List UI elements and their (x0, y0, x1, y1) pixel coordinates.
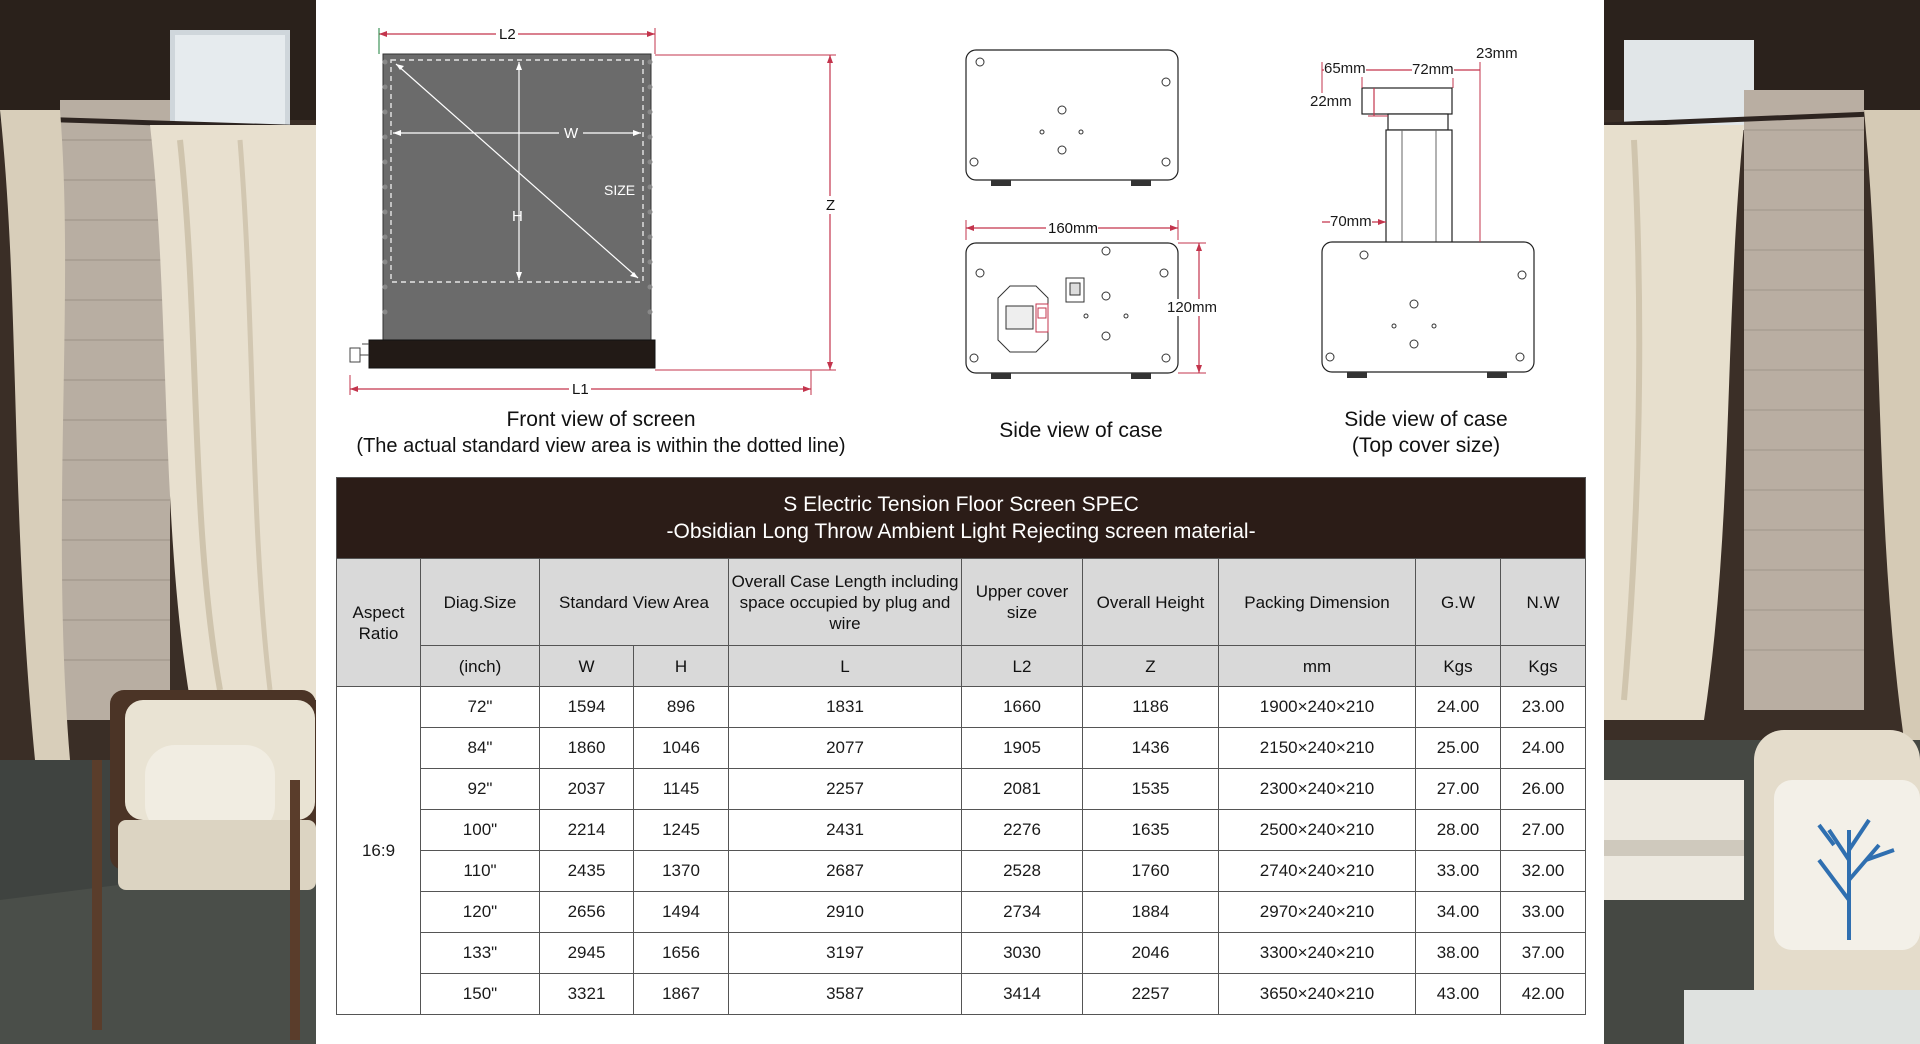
cell-h: 896 (634, 687, 729, 728)
cell-diag: 120" (421, 892, 540, 933)
cell-nw: 23.00 (1501, 687, 1586, 728)
header-gross-weight: G.W (1416, 559, 1501, 646)
cell-diag: 100" (421, 810, 540, 851)
l1-label: L1 (572, 381, 589, 398)
cell-l: 2257 (729, 769, 962, 810)
side-caption-line1: Side view of case (999, 419, 1163, 442)
w-label: W (564, 125, 579, 142)
cell-nw: 32.00 (1501, 851, 1586, 892)
cell-nw: 37.00 (1501, 933, 1586, 974)
cell-z: 1760 (1083, 851, 1219, 892)
dim-23mm-label: 23mm (1476, 45, 1518, 62)
cell-l: 1831 (729, 687, 962, 728)
cell-gw: 27.00 (1416, 769, 1501, 810)
dim-72mm-label: 72mm (1412, 61, 1454, 78)
aspect-ratio-cell: 16:9 (337, 687, 421, 1015)
screen-base-case (369, 340, 655, 368)
unit-l2: L2 (962, 646, 1083, 687)
cell-nw: 33.00 (1501, 892, 1586, 933)
unit-h: H (634, 646, 729, 687)
cell-diag: 110" (421, 851, 540, 892)
header-overall-height: Overall Height (1083, 559, 1219, 646)
cell-packing: 3300×240×210 (1219, 933, 1416, 974)
table-title-line1: S Electric Tension Floor Screen SPEC (783, 493, 1139, 516)
cell-w: 3321 (540, 974, 634, 1015)
dim-22mm-label: 22mm (1310, 93, 1352, 110)
cell-w: 2435 (540, 851, 634, 892)
cell-diag: 72" (421, 687, 540, 728)
cell-l: 2910 (729, 892, 962, 933)
h-label: H (512, 208, 523, 225)
cell-diag: 92" (421, 769, 540, 810)
cell-h: 1867 (634, 974, 729, 1015)
cell-diag: 84" (421, 728, 540, 769)
table-row (337, 851, 1586, 892)
cell-z: 1635 (1083, 810, 1219, 851)
cell-packing: 1900×240×210 (1219, 687, 1416, 728)
dim-70mm-label: 70mm (1330, 213, 1372, 230)
cell-z: 1186 (1083, 687, 1219, 728)
table-row (337, 974, 1586, 1015)
cell-l2: 1905 (962, 728, 1083, 769)
cell-packing: 2500×240×210 (1219, 810, 1416, 851)
cell-nw: 27.00 (1501, 810, 1586, 851)
cell-l: 3587 (729, 974, 962, 1015)
header-overall-case-length: Overall Case Length including space occupied by plug and wire (729, 559, 962, 646)
cell-h: 1494 (634, 892, 729, 933)
side-view-diagram (936, 40, 1226, 380)
header-upper-cover-size: Upper cover size (962, 559, 1083, 646)
cell-w: 1860 (540, 728, 634, 769)
cell-h: 1656 (634, 933, 729, 974)
cell-diag: 150" (421, 974, 540, 1015)
cell-diag: 133" (421, 933, 540, 974)
unit-gw-kgs: Kgs (1416, 646, 1501, 687)
header-aspect-ratio: Aspect Ratio (337, 559, 421, 687)
table-title-line2: -Obsidian Long Throw Ambient Light Rejecting screen material- (666, 520, 1256, 543)
unit-w: W (540, 646, 634, 687)
cell-z: 1535 (1083, 769, 1219, 810)
unit-nw-kgs: Kgs (1501, 646, 1586, 687)
cell-nw: 42.00 (1501, 974, 1586, 1015)
cell-h: 1145 (634, 769, 729, 810)
cell-z: 1884 (1083, 892, 1219, 933)
cell-packing: 2150×240×210 (1219, 728, 1416, 769)
cell-w: 1594 (540, 687, 634, 728)
cell-l: 2687 (729, 851, 962, 892)
spec-sheet (316, 0, 1604, 1044)
top-cover-caption (1296, 407, 1556, 459)
cell-h: 1245 (634, 810, 729, 851)
cell-l: 2431 (729, 810, 962, 851)
cell-gw: 28.00 (1416, 810, 1501, 851)
cell-w: 2214 (540, 810, 634, 851)
cell-z: 2046 (1083, 933, 1219, 974)
cell-packing: 3650×240×210 (1219, 974, 1416, 1015)
cell-l: 2077 (729, 728, 962, 769)
table-title (337, 478, 1586, 559)
front-caption-line2: (The actual standard view area is within the dotted line) (356, 435, 846, 457)
header-packing-dimension: Packing Dimension (1219, 559, 1416, 646)
cell-z: 2257 (1083, 974, 1219, 1015)
cell-l2: 2081 (962, 769, 1083, 810)
case-width-label: 160mm (1048, 220, 1099, 237)
cell-l: 3197 (729, 933, 962, 974)
unit-z: Z (1083, 646, 1219, 687)
header-standard-view-area: Standard View Area (540, 559, 729, 646)
cell-nw: 26.00 (1501, 769, 1586, 810)
cell-l2: 2276 (962, 810, 1083, 851)
case-body (1322, 242, 1534, 372)
cell-l2: 1660 (962, 687, 1083, 728)
case-top-view (966, 50, 1178, 180)
dim-65mm-label: 65mm (1324, 60, 1366, 77)
cell-l2: 2734 (962, 892, 1083, 933)
cell-gw: 43.00 (1416, 974, 1501, 1015)
cell-h: 1370 (634, 851, 729, 892)
cell-h: 1046 (634, 728, 729, 769)
unit-l: L (729, 646, 962, 687)
cell-packing: 2740×240×210 (1219, 851, 1416, 892)
cell-nw: 24.00 (1501, 728, 1586, 769)
table-row (337, 728, 1586, 769)
header-diag-size: Diag.Size (421, 559, 540, 646)
cell-l2: 3414 (962, 974, 1083, 1015)
cell-packing: 2970×240×210 (1219, 892, 1416, 933)
spec-table (336, 477, 1586, 1015)
front-view-caption (336, 407, 866, 459)
top-cover-diagram (1290, 40, 1540, 380)
header-net-weight: N.W (1501, 559, 1586, 646)
room-photo-right (1604, 0, 1920, 1044)
side-view-caption (946, 418, 1216, 444)
size-label: SIZE (604, 182, 636, 198)
room-photo-left (0, 0, 316, 1044)
cell-w: 2656 (540, 892, 634, 933)
z-label: Z (826, 197, 836, 214)
cell-gw: 38.00 (1416, 933, 1501, 974)
table-row (337, 892, 1586, 933)
cell-gw: 33.00 (1416, 851, 1501, 892)
cell-w: 2945 (540, 933, 634, 974)
top-cover (1362, 88, 1452, 114)
table-row (337, 810, 1586, 851)
cell-z: 1436 (1083, 728, 1219, 769)
l2-label: L2 (499, 26, 516, 43)
top-cover-caption-line2: (Top cover size) (1351, 434, 1501, 457)
cell-w: 2037 (540, 769, 634, 810)
cell-packing: 2300×240×210 (1219, 769, 1416, 810)
cell-l2: 3030 (962, 933, 1083, 974)
cell-gw: 25.00 (1416, 728, 1501, 769)
top-cover-caption-line1: Side view of case (1344, 408, 1508, 431)
case-height-label: 120mm (1167, 299, 1218, 316)
cell-gw: 34.00 (1416, 892, 1501, 933)
table-row (337, 687, 1586, 728)
table-row (337, 933, 1586, 974)
front-caption-line1: Front view of screen (506, 408, 696, 431)
front-view-diagram (316, 0, 876, 398)
cell-l2: 2528 (962, 851, 1083, 892)
unit-inch: (inch) (421, 646, 540, 687)
cell-gw: 24.00 (1416, 687, 1501, 728)
unit-mm: mm (1219, 646, 1416, 687)
table-row (337, 769, 1586, 810)
